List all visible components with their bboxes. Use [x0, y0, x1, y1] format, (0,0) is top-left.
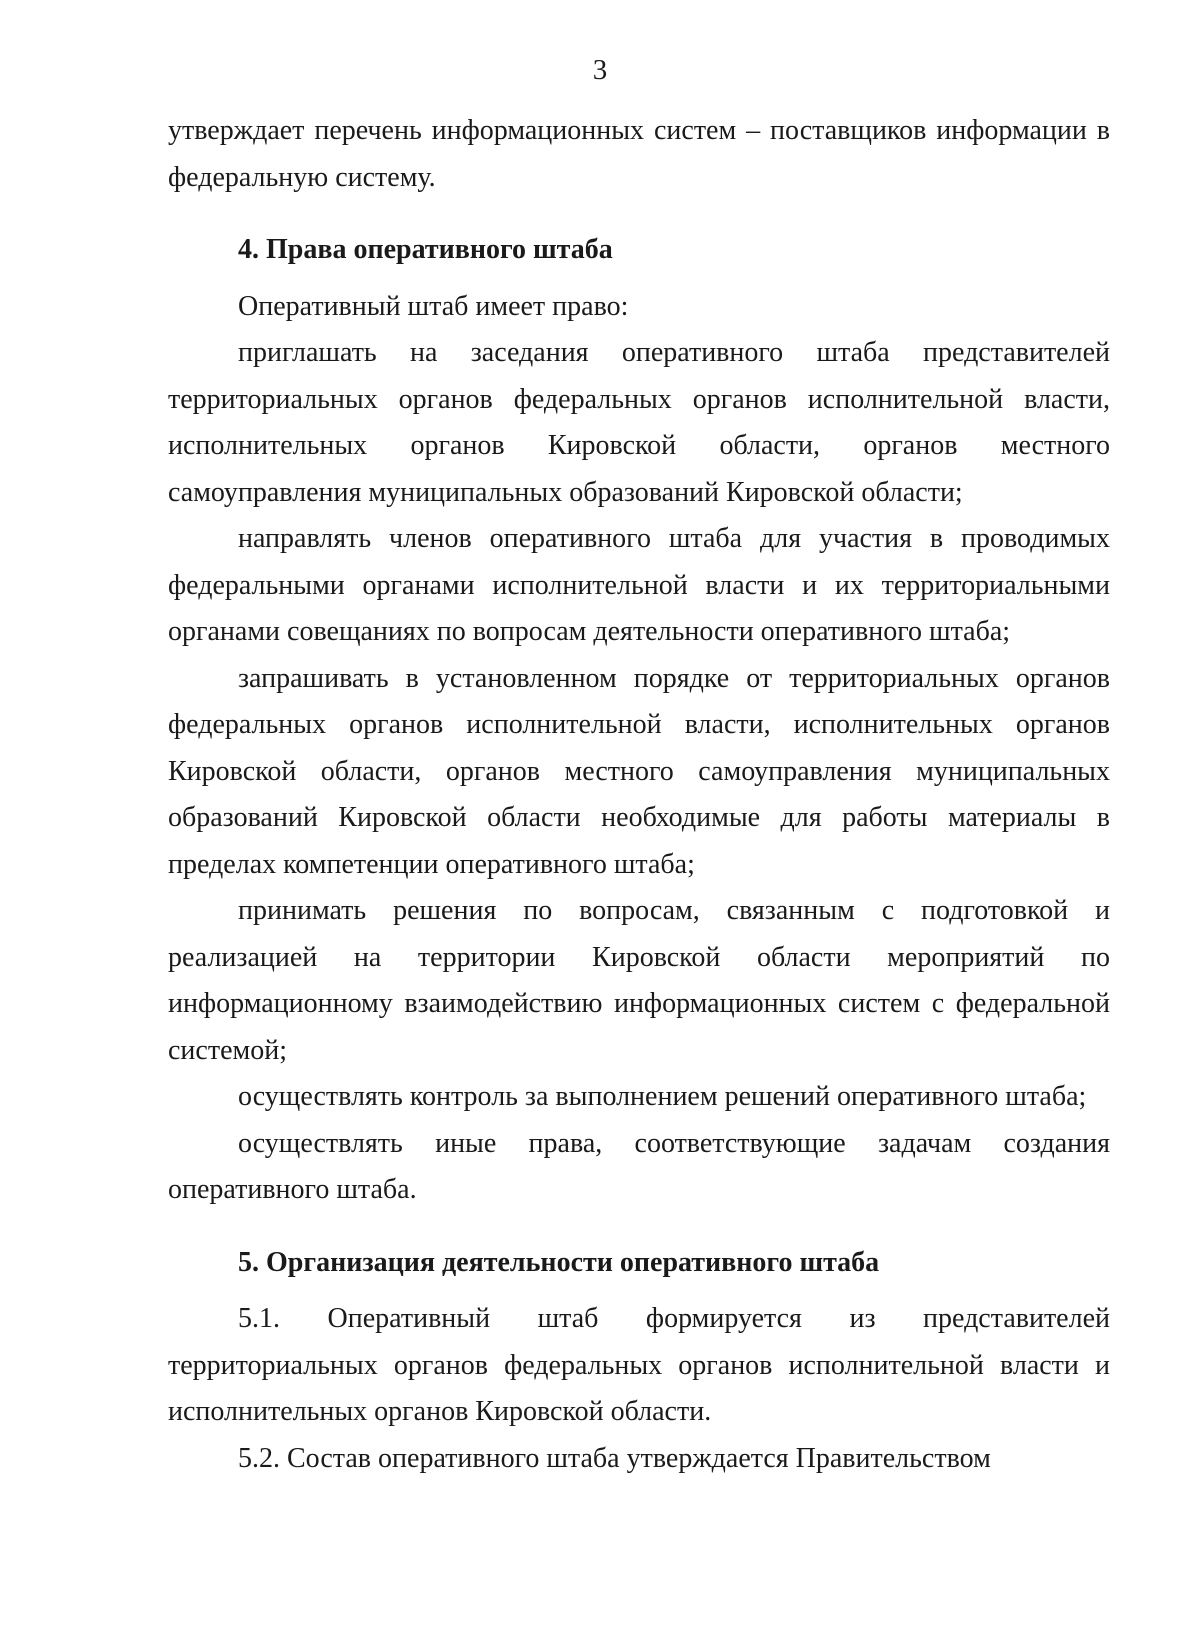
section-spacer — [168, 201, 1110, 227]
paragraph: осуществлять иные права, соответствующие задачам создания оперативного штаба. — [168, 1127, 1110, 1205]
heading-spacer — [168, 274, 1110, 284]
paragraph: запрашивать в установленном порядке от территориальных органов федеральных органов исполнительной власти, исполнительных органов Кировской области, органов местного самоуправления муниципальных образований Кировской области необходимые для работы материалы в пределах компетенции оперативного штаба; — [168, 662, 1110, 880]
paragraph: осуществлять контроль за выполнением решений оперативного штаба; — [238, 1081, 1087, 1112]
paragraph: принимать решения по вопросам, связанным с подготовкой и реализацией на территории Кировской области мероприятий по информационному взаимодействию информационных систем с федеральной системой; — [168, 895, 1110, 1066]
section-spacer — [168, 1214, 1110, 1240]
paragraph: 5.2. Состав оперативного штаба утверждается Правительством — [238, 1442, 991, 1474]
heading-spacer — [168, 1286, 1110, 1296]
section-heading: 4. Права оперативного штаба — [238, 234, 613, 265]
document-body — [168, 108, 1110, 1482]
paragraph: приглашать на заседания оперативного штаба представителей территориальных органов федеральных органов исполнительной власти, исполнительных органов Кировской области, органов местного самоуправления муниципальных образований Кировской области; — [168, 337, 1110, 508]
paragraph: утверждает перечень информационных систем – поставщиков информации в федеральную систему. — [168, 115, 1110, 193]
page-number: 3 — [592, 54, 608, 86]
section-heading: 5. Организация деятельности оперативного штаба — [238, 1246, 880, 1278]
paragraph: 5.1. Оперативный штаб формируется из представителей территориальных органов федеральных органов исполнительной власти и исполнительных органов Кировской области. — [168, 1303, 1110, 1427]
paragraph: направлять членов оперативного штаба для участия в проводимых федеральными органами исполнительной власти и их территориальными органами совещаниях по вопросам деятельности оперативного штаба; — [168, 523, 1110, 647]
paragraph: Оперативный штаб имеет право: — [238, 290, 629, 322]
